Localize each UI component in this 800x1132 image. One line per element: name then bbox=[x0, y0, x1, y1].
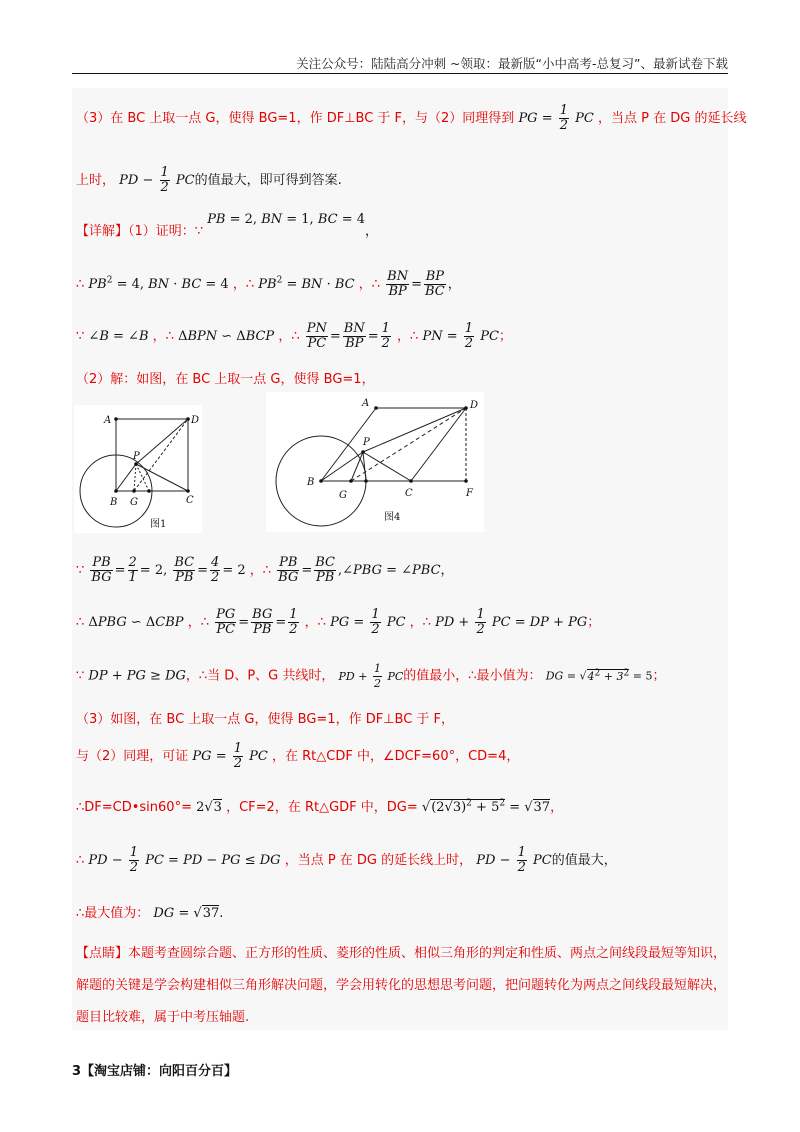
math-pd-minus-half-pc: PD − $\frac{1}{2}$ PC bbox=[119, 165, 195, 195]
fig1-label-p: P bbox=[133, 451, 140, 462]
math-pb2-eq: $PB^2$ = BN · BC bbox=[258, 275, 355, 292]
line-5: ∵ ∠B = ∠B ，∴ ΔBPN ∽ ΔBCP ，∴ $\frac{PN}{PC}$ = $\frac{BN}{BP}$ = $\frac{1}{2}$ ，∴ PN = $\frac{1}{2}$ PC； bbox=[76, 321, 512, 351]
math-max-value: DG = √37 bbox=[153, 906, 220, 921]
line-2 bbox=[76, 166, 342, 195]
text-l13b: ，当点 P 在 DG 的延长线上时， bbox=[284, 853, 473, 868]
text-l14a: ∴最大值为： bbox=[76, 906, 150, 921]
math-ratio-4: $\frac{PB}{BG}$ = $\frac{BC}{PB}$ ,∠PBG = ∠PBC bbox=[278, 555, 441, 585]
text-l11a: 与（2）同理，可证 bbox=[76, 749, 189, 764]
text-l2a: 上时， bbox=[76, 173, 116, 188]
fig1-line-pb bbox=[116, 464, 136, 491]
math-similar-2: ΔPBG ∽ ΔCBP bbox=[88, 615, 184, 630]
fig1-point-b bbox=[114, 489, 118, 493]
fig4-label-f: F bbox=[466, 488, 473, 499]
fig4-line-pc bbox=[363, 452, 411, 481]
fig1-label-b: B bbox=[110, 497, 118, 508]
math-pg-half-pc: PG = $\frac{1}{2}$ PC bbox=[518, 103, 594, 133]
math-inequality: DP + PG ≥ DG bbox=[88, 668, 186, 684]
line-4: ∴ $PB^2 = 4$, BN · BC = 4 ，∴ $PB^2$ = BN · BC ，∴ $\frac{BN}{BP}$ = $\frac{BP}{BC}$ ， bbox=[76, 269, 461, 299]
math-ratio-5: $\frac{PG}{PC}$ = $\frac{BG}{PB}$ = $\frac{1}{2}$ bbox=[216, 607, 298, 637]
line-6 bbox=[76, 368, 375, 387]
fig4-label-p: P bbox=[363, 437, 370, 448]
fig4-label-d: D bbox=[470, 400, 479, 411]
line-1 bbox=[76, 104, 746, 133]
header-rule bbox=[72, 73, 728, 74]
fig4-point-a bbox=[374, 406, 378, 410]
fig4-point-p bbox=[361, 450, 365, 454]
fig1-point-c bbox=[186, 489, 190, 493]
math-dg-sqrt37: $√(2√3)^2 + 5^2 = √37$ bbox=[421, 798, 551, 815]
math-pd-plus-half-pc: PD + $\frac{1}{2}$ PC bbox=[338, 662, 404, 690]
math-ratio-1: $\frac{BN}{BP}$ = $\frac{BP}{BC}$ bbox=[387, 269, 445, 299]
text-l10a: （3）如图，在 BC 上取一点 G，使得 BG=1，作 DF⊥BC 于 F， bbox=[76, 712, 455, 727]
fig1-label-d: D bbox=[191, 415, 200, 426]
fig1-label-c: C bbox=[186, 495, 194, 506]
remark-paragraph: 【点睛】本题考查圆综合题、正方形的性质、菱形的性质、相似三角形的判定和性质、两点之间线段最短等知识，解题的关键是学会构建相似三角形解决问题，学会用转化的思想思考问题，把问题转化为两点之间线段最短解决，题目比较难，属于中考压轴题. bbox=[76, 946, 727, 1025]
line-10 bbox=[76, 708, 454, 727]
math-df-value: 2√3 bbox=[196, 800, 222, 815]
fig4-point-b bbox=[319, 479, 323, 483]
fig1-point-n bbox=[147, 489, 151, 493]
line-7: ∵ $\frac{PB}{BG}$ = $\frac{2}{1}$ = 2, $\frac{BC}{PB}$ = $\frac{4}{2}$ = 2 ，∴ $\frac{PB}{BG}$ = $\frac{BC}{PB}$ ,∠PBG = ∠PBC， bbox=[76, 555, 454, 585]
fig1-point-d bbox=[186, 417, 190, 421]
math-ratio-3: $\frac{PB}{BG}$ = $\frac{2}{1}$ = 2, $\frac{BC}{PB}$ = $\frac{4}{2}$ = 2 bbox=[91, 555, 246, 585]
text-l6a: （2）解：如图，在 BC 上取一点 G，使得 BG=1， bbox=[76, 372, 375, 387]
math-chain: PD − $\frac{1}{2}$ PC = PD − PG ≤ DG bbox=[88, 845, 281, 875]
fig4-label-c: C bbox=[405, 488, 413, 499]
fig1-label-g: G bbox=[130, 497, 138, 508]
math-pg-half-pc-2: PG = $\frac{1}{2}$ PC bbox=[330, 607, 406, 637]
math-pn-half-pc: PN = $\frac{1}{2}$ PC bbox=[422, 321, 499, 351]
line-9: ∵ DP + PG ≥ DG，∴当 D、P、G 共线时， PD + $\frac{1}{2}$ PC的值最小，∴最小值为： DG = $√4^2 + 3^2 = 5$； bbox=[76, 662, 666, 690]
fig1-square bbox=[116, 419, 188, 491]
fig1-caption: 图1 bbox=[150, 519, 167, 530]
fig4-line-pd bbox=[363, 408, 466, 452]
figure-1-svg bbox=[74, 405, 202, 533]
fig1-line-gd bbox=[134, 419, 188, 491]
page-header: 关注公众号：陆陆高分冲刺 ~领取：最新版“小中高考-总复习”、最新试卷下载 bbox=[296, 56, 728, 71]
text-l11b: ，在 Rt△CDF 中，∠DCF=60°，CD=4， bbox=[271, 749, 520, 764]
fig4-caption: 图4 bbox=[384, 512, 401, 523]
text-l7a: ∵ bbox=[76, 563, 85, 578]
page-footer: 3【淘宝店铺：向阳百分百】 bbox=[72, 1064, 238, 1079]
fig4-label-b: B bbox=[307, 477, 315, 488]
figure-1 bbox=[74, 405, 202, 533]
fig4-label-a: A bbox=[362, 398, 370, 409]
line-8: ∴ ΔPBG ∽ ΔCBP ，∴ $\frac{PG}{PC}$ = $\frac{BG}{PB}$ = $\frac{1}{2}$ ，∴ PG = $\frac{1}{2}$ PC ，∴ PD + $\frac{1}{2}$ PC = DP + PG； bbox=[76, 607, 601, 637]
line-3: 【详解】（1）证明：∵ PB = 2, BN = 1, BC = 4， bbox=[76, 212, 379, 239]
text-l13a: ∴ bbox=[76, 853, 85, 868]
text-l9c: 的值最小，∴最小值为： bbox=[403, 668, 542, 684]
figure-4 bbox=[266, 392, 484, 532]
text-l1b: ，当点 P 在 DG 的延长线 bbox=[598, 111, 747, 126]
fig1-line-pd bbox=[136, 419, 188, 464]
math-pd-plus: PD + $\frac{1}{2}$ PC = DP + PG bbox=[435, 607, 588, 637]
line-14: ∴最大值为： DG = √37. bbox=[76, 906, 224, 921]
fig4-point-f bbox=[464, 479, 468, 483]
text-l2c: 的值最大，即可得到答案. bbox=[194, 173, 342, 188]
fig1-point-g bbox=[132, 489, 136, 493]
text-l12a: ∴DF=CD•sin60°= bbox=[76, 800, 192, 815]
math-pg-half-pc-3: PG = $\frac{1}{2}$ PC bbox=[192, 741, 268, 771]
fig1-line-pg bbox=[134, 464, 136, 491]
text-l3a: 【详解】（1）证明：∵ bbox=[76, 224, 204, 239]
math-dg-5: DG = $√4^2 + 3^2 = 5$ bbox=[545, 667, 653, 683]
math-pb2: $PB^2 = 4$, BN · BC = 4 bbox=[88, 275, 229, 292]
text-l1a: （3）在 BC 上取一点 G，使得 BG=1，作 DF⊥BC 于 F，与（2）同理得到 bbox=[76, 111, 515, 126]
fig4-point-c bbox=[409, 479, 413, 483]
fig1-point-p bbox=[134, 462, 138, 466]
text-l9a: ∵ bbox=[76, 668, 85, 684]
figure-4-svg bbox=[266, 392, 484, 532]
math-pd-minus-half-pc-2: PD − $\frac{1}{2}$ PC bbox=[476, 845, 552, 875]
text-l13c: 的值最大， bbox=[551, 853, 617, 868]
line-13 bbox=[76, 846, 617, 875]
text-l12b: ，CF=2，在 Rt△GDF 中，DG= bbox=[226, 800, 418, 815]
fig4-line-dc bbox=[411, 408, 466, 481]
text-l9b: ，∴当 D、P、G 共线时， bbox=[185, 668, 335, 684]
text-l5a: ∵ bbox=[76, 329, 85, 344]
fig1-line-pn bbox=[136, 464, 149, 491]
line-11 bbox=[76, 742, 519, 771]
fig1-point-a bbox=[114, 417, 118, 421]
fig1-label-a: A bbox=[104, 415, 112, 426]
fig4-point-n bbox=[364, 479, 368, 483]
line-12: ∴DF=CD•sin60°= 2√3 ，CF=2，在 Rt△GDF 中，$DG= √(2√3)^2 + 5^2 = √37$， bbox=[76, 798, 564, 815]
math-similar-1: ΔBPN ∽ ΔBCP bbox=[178, 329, 275, 344]
fig4-point-g bbox=[349, 479, 353, 483]
text-l8a: ∴ bbox=[76, 615, 85, 630]
fig4-label-g: G bbox=[339, 490, 347, 501]
math-given: PB = 2, BN = 1, BC = 4 bbox=[207, 212, 366, 227]
fig4-point-d bbox=[464, 406, 468, 410]
text-l4a: ∴ bbox=[76, 277, 85, 292]
math-angle-b: ∠B = ∠B bbox=[88, 329, 149, 344]
math-ratio-2: $\frac{PN}{PC}$ = $\frac{BN}{BP}$ = $\frac{1}{2}$ bbox=[306, 321, 390, 351]
